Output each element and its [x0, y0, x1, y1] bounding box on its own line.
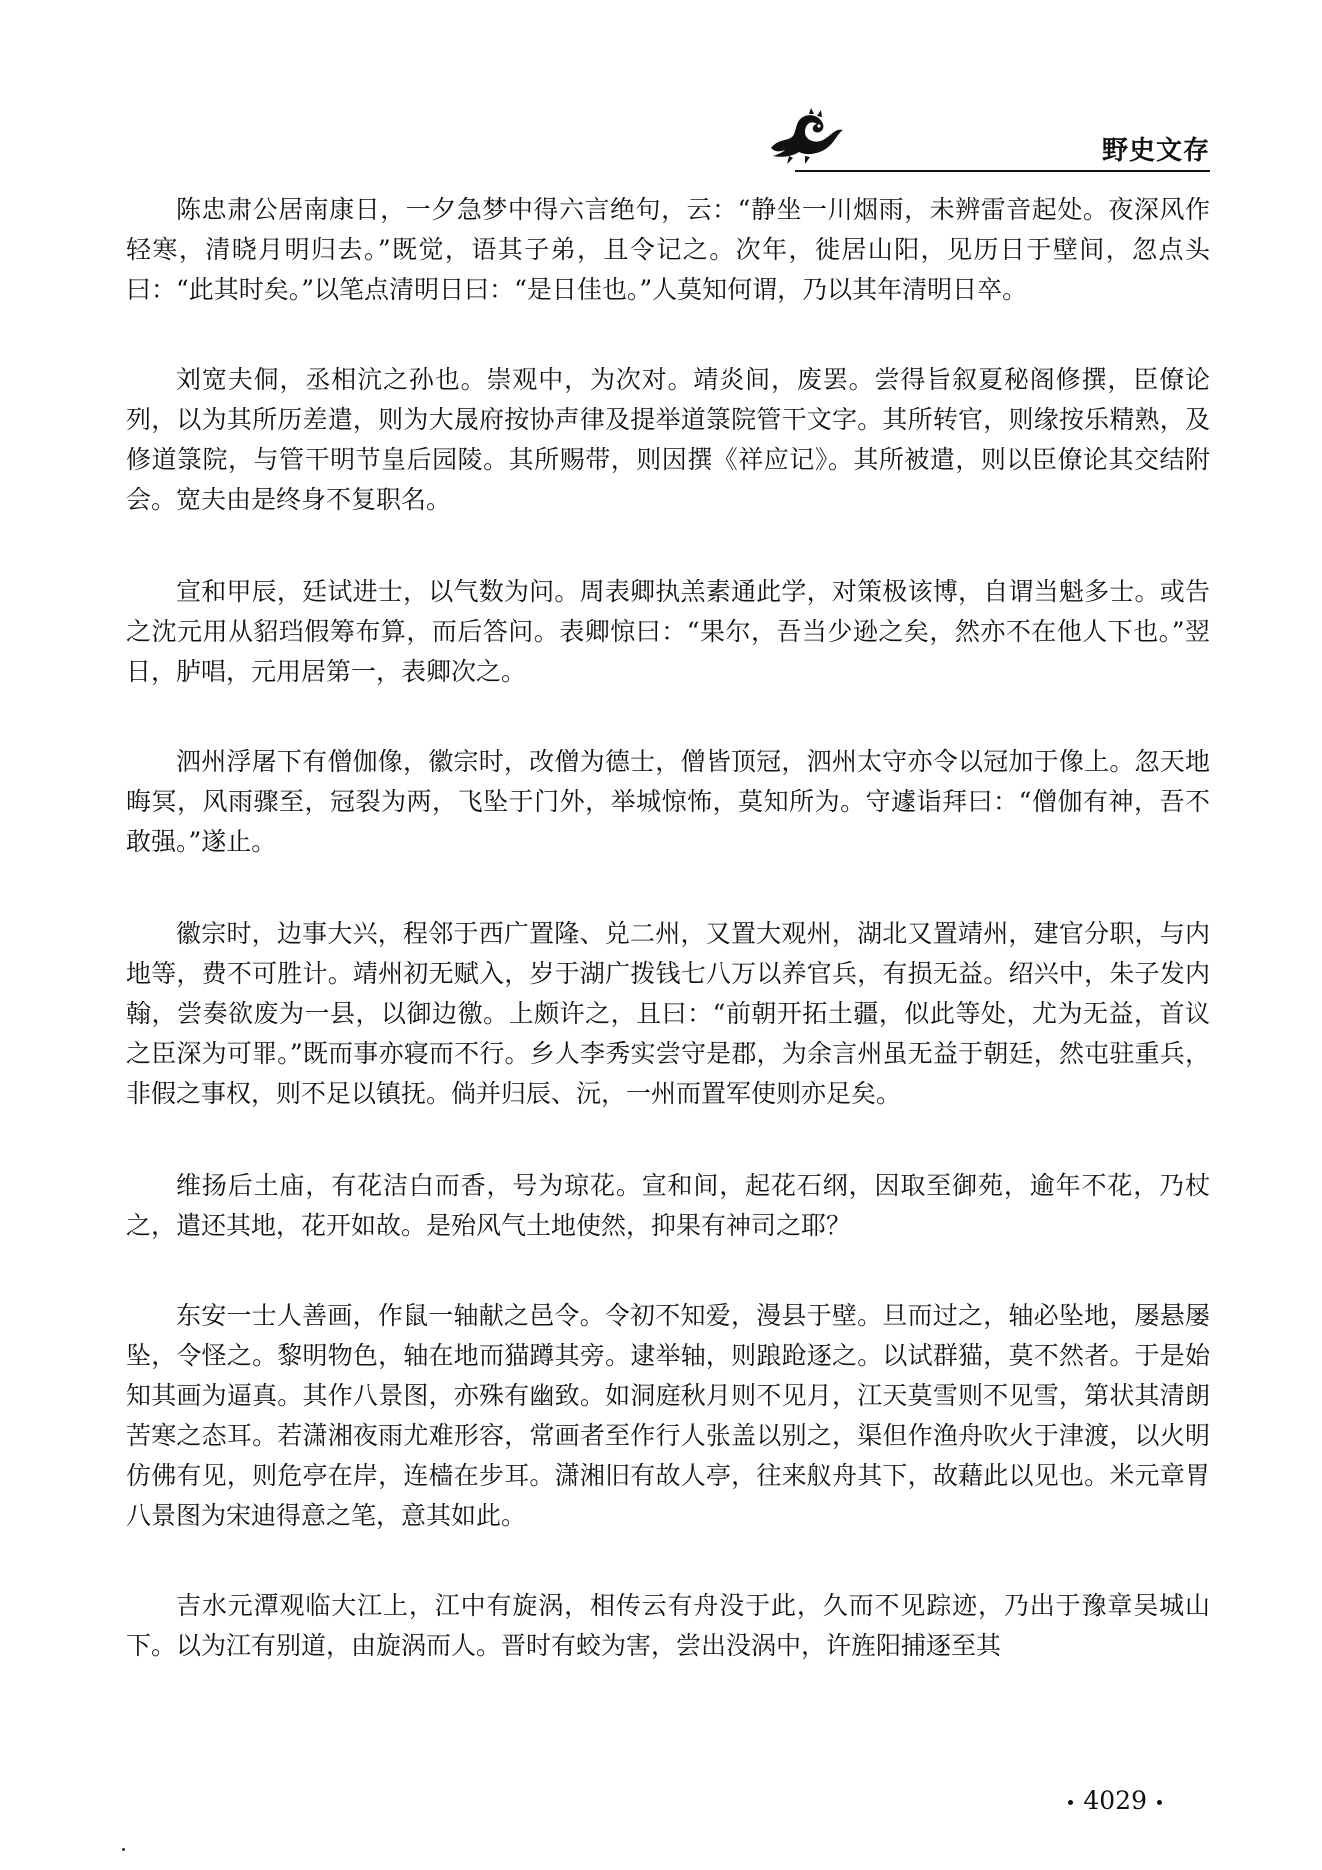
paragraph-2: 刘宽夫侗，丞相沆之孙也。崇观中，为次对。靖炎间，废罢。尝得旨叙夏秘阁修撰，臣僚论列，以为其所历差遣，则为大晟府按协声律及提举道箓院管干文字。其所转官，则缘按乐精熟，及修道箓院，与管干明节皇后园陵。其所赐带，则因撰《祥应记》。其所被遣，则以臣僚论其交结附会。宽夫由是终身不复职名。: [126, 365, 1210, 514]
paragraph-3: 宣和甲辰，廷试进士，以气数为问。周表卿执羔素通此学，对策极该博，自谓当魁多士。或告之沈元用从貂珰假筹布算，而后答问。表卿惊曰：“果尔，吾当少逊之矣，然亦不在他人下也。”翌日，胪唱，元用居第一，表卿次之。: [126, 577, 1210, 686]
page-header: [170, 108, 1210, 172]
bullet-dot-icon: [1068, 1800, 1073, 1805]
bullet-dot-icon: [1157, 1800, 1162, 1805]
paragraph-8: 吉水元潭观临大江上，江中有旋涡，相传云有舟没于此，久而不见踪迹，乃出于豫章吴城山下。以为江有别道，由旋涡而人。晋时有蛟为害，尝出没涡中，许旌阳捕逐至其: [126, 1591, 1210, 1660]
main-text: [126, 190, 1210, 1666]
book-title: 野史文存: [1101, 136, 1210, 166]
scan-speck: [122, 1848, 125, 1851]
paragraph-5: 徽宗时，边事大兴，程邻于西广置隆、兑二州，又置大观州，湖北又置靖州，建官分职，与内地等，费不可胜计。靖州初无赋入，岁于湖广拨钱七八万以养官兵，有损无益。绍兴中，朱子发内翰，尝奏欲废为一县，以御边徼。上颇许之，且曰：“前朝开拓土疆，似此等处，尤为无益，首议之臣深为可罪。”既而事亦寝而不行。乡人李秀实尝守是郡，为余言州虽无益于朝廷，然屯驻重兵，非假之事权，则不足以镇抚。倘并归辰、沅，一州而置军使则亦足矣。: [126, 919, 1210, 1108]
dragon-icon: [765, 108, 849, 166]
page-footer: [1058, 1786, 1172, 1815]
paragraph-1: 陈忠肃公居南康日，一夕急梦中得六言绝句，云：“静坐一川烟雨，未辨雷音起处。夜深风作轻寒，清晓月明归去。”既觉，语其子弟，且令记之。次年，徙居山阳，见历日于壁间，忽点头曰：“此其时矣。”以笔点清明日曰：“是日佳也。”人莫知何谓，乃以其年清明日卒。: [126, 195, 1210, 304]
paragraph-7: 东安一士人善画，作鼠一轴献之邑令。令初不知爱，漫县于壁。旦而过之，轴必坠地，屡悬屡坠，令怪之。黎明物色，轴在地而猫蹲其旁。逮举轴，则踉跄逐之。以试群猫，莫不然者。于是始知其画为逼真。其作八景图，亦殊有幽致。如洞庭秋月则不见月，江天莫雪则不见雪，第状其清朗苦寒之态耳。若潇湘夜雨尤难形容，常画者至作行人张盖以别之，渠但作渔舟吹火于津渡，以火明仿佛有见，则危亭在岸，连樯在步耳。潇湘旧有故人亭，往来舣舟其下，故藉此以见也。米元章胃八景图为宋迪得意之笔，意其如此。: [126, 1301, 1210, 1530]
paragraph-4: 泗州浮屠下有僧伽像，徽宗时，改僧为德士，僧皆顶冠，泗州太守亦令以冠加于像上。忽天地晦冥，风雨骤至，冠裂为两，飞坠于门外，举城惊怖，莫知所为。守遽诣拜曰：“僧伽有神，吾不敢强。”遂止。: [126, 747, 1210, 856]
page-number: 4029: [1083, 1786, 1147, 1815]
header-rule: [795, 170, 1210, 172]
paragraph-6: 维扬后土庙，有花洁白而香，号为琼花。宣和间，起花石纲，因取至御苑，逾年不花，乃杖之，遣还其地，花开如故。是殆风气土地使然，抑果有神司之耶？: [126, 1171, 1210, 1240]
